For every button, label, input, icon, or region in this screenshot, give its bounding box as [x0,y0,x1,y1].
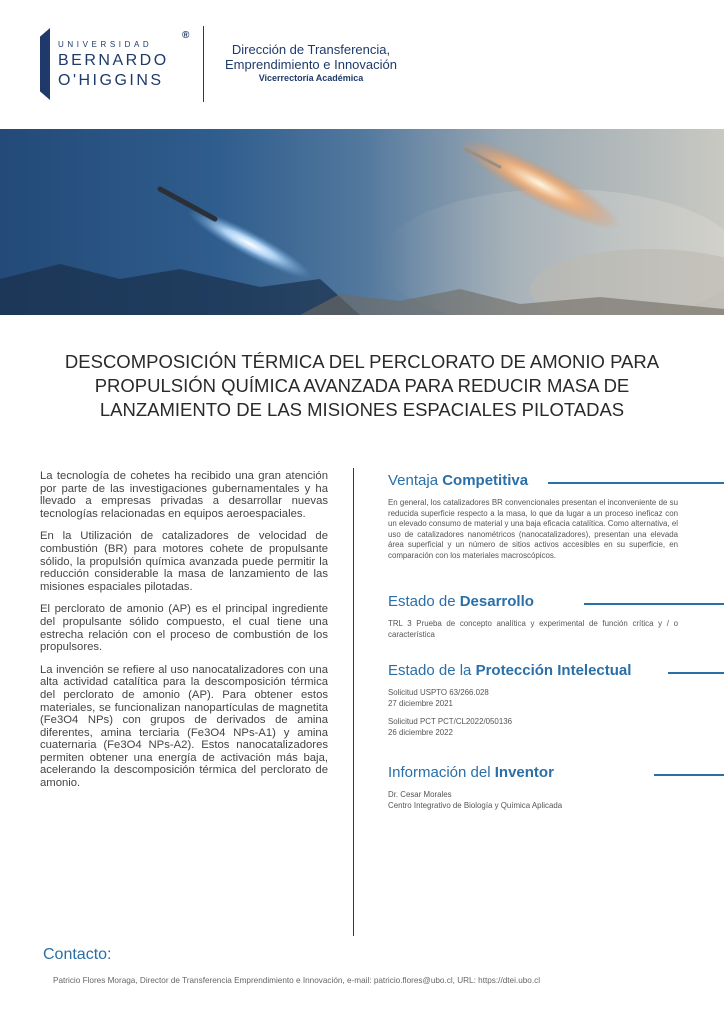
solicitud-pct [388,717,678,738]
description-paragraph-3: El perclorato de amonio (AP) es el principal ingrediente del propulsante sólido compuesto, el cual tiene una estrecha relación con el proceso de combustión de los propulsores. [40,603,328,654]
inventor-details [388,790,678,811]
heading-rule [584,603,724,605]
description-paragraph-1: La tecnología de cohetes ha recibido una gran atención por parte de las investigaciones gubernamentales y ha llevado a empresas privadas a desarrollar nuevas tecnologías relacionadas en equipos aeroespaciales. [40,470,328,520]
heading-rule [548,482,724,484]
column-divider [353,468,354,936]
estado-text: TRL 3 Prueba de concepto analítica y experimental de función crítica y / o característica [388,619,678,639]
inventor-name: Dr. Cesar Morales [388,790,452,799]
contact-details: Patricio Flores Moraga, Director de Transferencia Emprendimiento e Innovación, e-mail: patricio.flores@ubo.cl, URL: https://dtei.ubo.cl [53,976,541,985]
logo-name-line1: BERNARDO [58,52,169,69]
section-heading [388,662,724,682]
logo-university-word: UNIVERSIDAD [58,40,153,49]
solicitud-uspto [388,688,678,709]
logo-bar [40,28,50,100]
ventaja-text: En general, los catalizadores BR convencionales presentan el inconveniente de su reducida superficie respecto a la masa, lo que da lugar a un proceso ineficaz con un elevado consumo de material y una baja eficacia catalítica. Como alternativa, el uso de catalizadores nanométricos (nanocatalizadores), presentan una elevada área superficial y un número de sitios activos accesibles en su superficie, en comparación con los materiales macroscópicos. [388,498,678,560]
solicitud-pct-number: Solicitud PCT PCT/CL2022/050136 [388,717,512,727]
section-body [388,498,678,562]
section-title: Ventaja Competitiva [388,472,536,489]
dept-line3: Vicerrectoría Académica [258,73,364,83]
hero-rocket-image [0,129,724,315]
section-body [388,790,678,811]
section-ventaja-competitiva [388,472,724,570]
section-estado-desarrollo [388,593,724,648]
section-body [388,688,678,738]
section-heading [388,593,724,613]
section-title: Información del Inventor [388,764,562,781]
contact-title: Contacto: [43,946,112,963]
dept-line1: Dirección de Transferencia, [231,42,391,57]
solicitud-uspto-date: 27 diciembre 2021 [388,698,453,708]
registered-mark: ® [182,30,190,41]
description-paragraph-4: La invención se refiere al uso nanocatalizadores con una alta actividad catalítica para la descomposición térmica del perclorato de amonio (AP). Para obtener estos materiales, se funcionalizan nanopartículas de magnetita (Fe3O4 NPs) con grupos de derivados de amina diferentes, amina terciaria (Fe3O4 NPs-A1) y amina cuaternaria (Fe3O4 NPs-A2). Estos nanocatalizadores permiten obtener una energía de activación más baja, acelerando la descomposición térmica del perclorato de amonio. [40,663,328,790]
section-title: Estado de la Protección Intelectual [388,662,639,679]
university-logo [40,28,210,103]
header-divider [203,26,204,102]
logo-name-line2: O'HIGGINS [58,72,164,89]
section-proteccion-intelectual [388,662,724,746]
dept-line2: Emprendimiento e Innovación [225,57,397,72]
document-title: DESCOMPOSICIÓN TÉRMICA DEL PERCLORATO DE AMONIO PARA PROPULSIÓN QUÍMICA AVANZADA PARA REDUCIR MASA DE LANZAMIENTO DE LAS MISIONES ESPACIALES PILOTADAS [64,351,660,420]
inventor-center: Centro Integrativo de Biología y Química Aplicada [388,800,563,810]
description-column [40,470,328,800]
heading-rule [654,774,724,776]
section-title: Estado de Desarrollo [388,593,542,610]
solicitud-pct-date: 26 diciembre 2022 [388,727,453,737]
rocket-launch-illustration [0,129,724,315]
solicitud-uspto-number: Solicitud USPTO 63/266.028 [388,688,489,697]
department-heading [216,42,406,85]
section-informacion-inventor [388,764,724,819]
section-body [388,619,678,640]
section-heading [388,764,724,784]
description-paragraph-2: En la Utilización de catalizadores de velocidad de combustión (BR) para motores cohete de propulsante sólido, la propulsión química avanzada puede permitir la reducción considerable la masa de lanzamiento de las misiones espaciales pilotadas. [40,530,328,593]
heading-rule [668,672,724,674]
section-heading [388,472,724,492]
